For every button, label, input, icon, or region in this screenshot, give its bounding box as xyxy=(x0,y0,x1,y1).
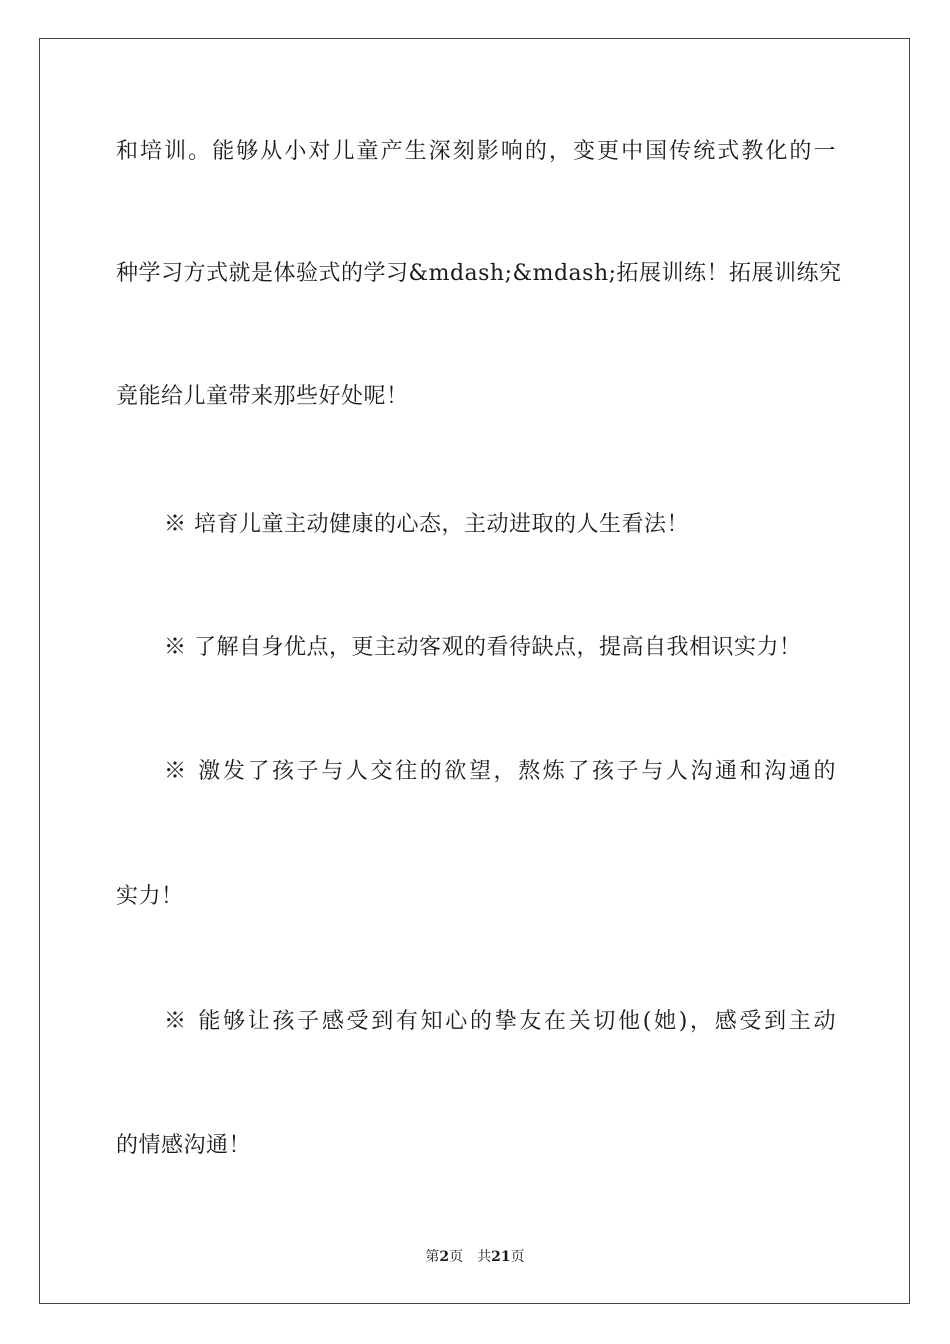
footer-total-suffix: 页 xyxy=(510,1249,525,1265)
bullet-continuation: 实力！ xyxy=(116,884,184,909)
paragraph-line: 竟能给儿童带来那些好处呢！ xyxy=(116,384,409,409)
bullet-item: ※ 能够让孩子感受到有知心的挚友在关切他(她)，感受到主动 xyxy=(164,1009,836,1034)
bullet-item: ※ 培育儿童主动健康的心态，主动进取的人生看法！ xyxy=(164,512,689,537)
page-border xyxy=(39,38,910,1304)
paragraph-line: 种学习方式就是体验式的学习&mdash;&mdash;拓展训练！拓展训练究 xyxy=(116,261,842,286)
footer-page-prefix: 第 xyxy=(425,1249,440,1265)
page-footer xyxy=(0,1248,950,1266)
footer-total-prefix: 共 xyxy=(477,1249,492,1265)
bullet-continuation: 的情感沟通！ xyxy=(116,1133,252,1158)
footer-total-pages: 21 xyxy=(491,1249,511,1265)
bullet-item: ※ 激发了孩子与人交往的欲望，熬炼了孩子与人沟通和沟通的 xyxy=(164,759,836,784)
footer-page-suffix: 页 xyxy=(449,1249,464,1265)
footer-page-number: 2 xyxy=(439,1249,450,1265)
bullet-item: ※ 了解自身优点，更主动客观的看待缺点，提高自我相识实力！ xyxy=(164,635,802,660)
paragraph-line: 和培训。能够从小对儿童产生深刻影响的，变更中国传统式教化的一 xyxy=(116,139,836,164)
